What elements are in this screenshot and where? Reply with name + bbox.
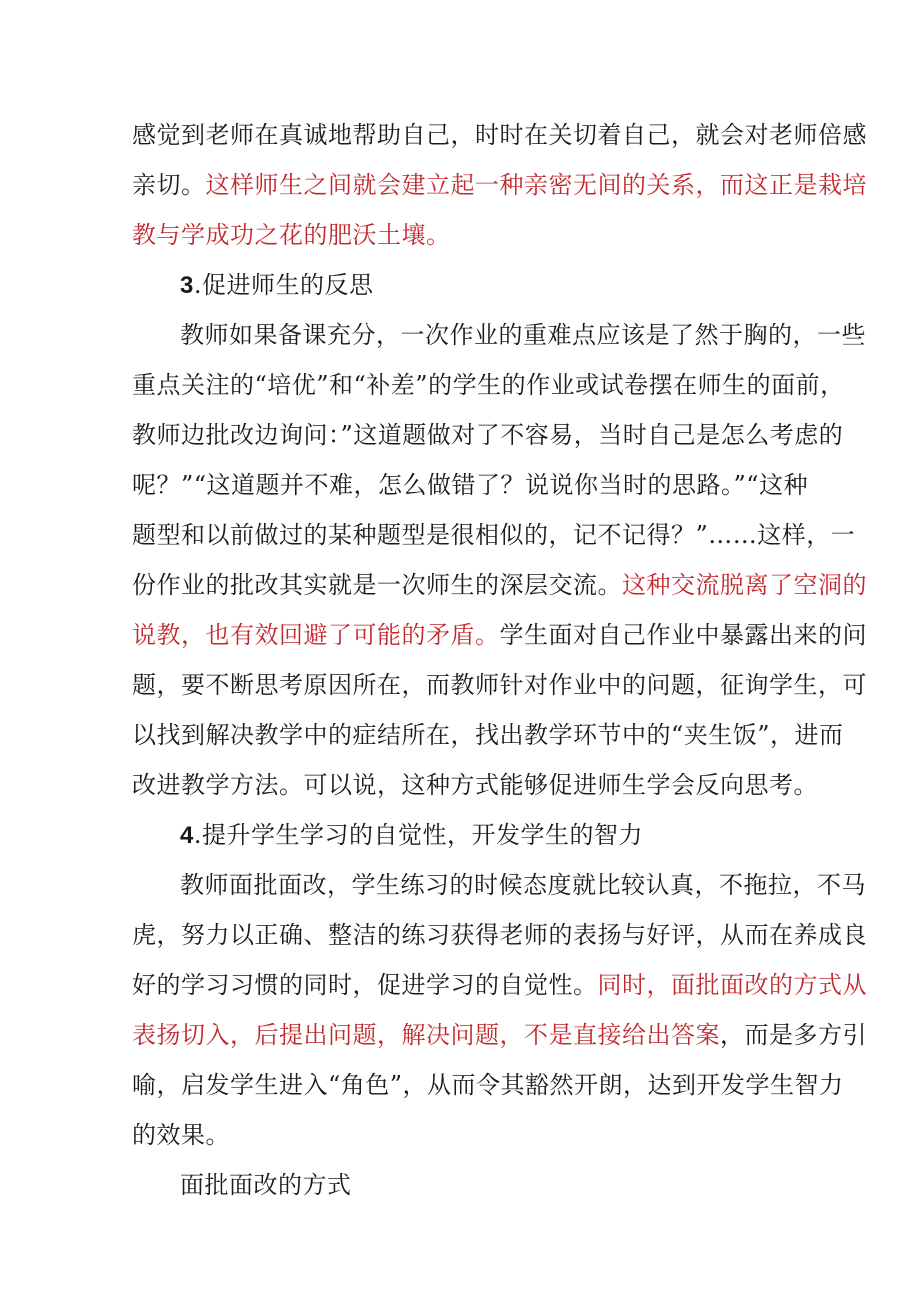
text-run: 好的学习习惯的同时，促进学习的自觉性。 (132, 971, 598, 999)
heading-text: .提升学生学习的自觉性，开发学生的智力 (193, 821, 643, 849)
paragraph-2-line-1: 教师如果备课充分，一次作业的重难点应该是了然于胸的，一些 (180, 321, 866, 349)
section-heading-5: 面批面改的方式 (180, 1171, 352, 1199)
paragraph-3-line-4 (132, 1010, 867, 1060)
paragraph-2-line-4: 呢？”“这道题并不难，怎么做错了？说说你当时的思路。”“这种 (132, 471, 809, 499)
paragraph-2-line-2: 重点关注的“培优”和“补差”的学生的作业或试卷摆在师生的面前， (132, 371, 845, 399)
paragraph-1-line-2 (132, 160, 867, 210)
text-run: ，而是多方引 (720, 1021, 867, 1049)
section-heading-3 (132, 260, 788, 310)
text-run: 亲切。 (132, 171, 206, 199)
text-run: 份作业的批改其实就是一次师生的深层交流。 (132, 571, 622, 599)
paragraph-2-line-8: 题，要不断思考原因所在，而教师针对作业中的问题，征询学生，可 (132, 671, 867, 699)
highlighted-text: 这种交流脱离了空洞的 (622, 571, 867, 599)
heading-text: .促进师生的反思 (193, 271, 374, 299)
paragraph-3-line-1: 教师面批面改，学生练习的时候态度就比较认真，不拖拉，不马 (180, 871, 866, 899)
paragraph-3-line-3 (132, 960, 867, 1010)
text-run: 学生面对自己作业中暴露出来的问 (499, 621, 867, 649)
paragraph-3-line-5: 喻，启发学生进入“角色”，从而令其豁然开朗，达到开发学生智力 (132, 1071, 844, 1099)
highlighted-text: 这样师生之间就会建立起一种亲密无间的关系，而这正是栽培 (205, 171, 867, 199)
heading-number: 3 (180, 272, 194, 299)
paragraph-2-line-9: 以找到解决教学中的症结所在，找出教学环节中的“夹生饭”，进而 (132, 721, 844, 749)
paragraph-3-line-6: 的效果。 (132, 1121, 230, 1149)
highlighted-text: 表扬切入，后提出问题，解决问题，不是直接给出答案 (132, 1021, 720, 1049)
document-body (132, 110, 867, 1210)
paragraph-1-line-3: 教与学成功之花的肥沃土壤。 (132, 221, 451, 249)
paragraph-2-line-10: 改进教学方法。可以说，这种方式能够促进师生学会反向思考。 (132, 771, 818, 799)
paragraph-2-line-7 (132, 610, 867, 660)
paragraph-2-line-5: 题型和以前做过的某种题型是很相似的，记不记得？”……这样，一 (132, 521, 856, 549)
paragraph-2-line-6 (132, 560, 867, 610)
highlighted-text: 说教，也有效回避了可能的矛盾。 (132, 621, 500, 649)
paragraph-2-line-3: 教师边批改边询问：”这道题做对了不容易，当时自己是怎么考虑的 (132, 421, 844, 449)
paragraph-3-line-2: 虎，努力以正确、整洁的练习获得老师的表扬与好评，从而在养成良 (132, 921, 867, 949)
heading-number: 4 (180, 822, 194, 849)
section-heading-4 (132, 810, 788, 860)
paragraph-1-line-1: 感觉到老师在真诚地帮助自己，时时在关切着自己，就会对老师倍感 (132, 121, 867, 149)
highlighted-text: 同时，面批面改的方式从 (597, 971, 867, 999)
